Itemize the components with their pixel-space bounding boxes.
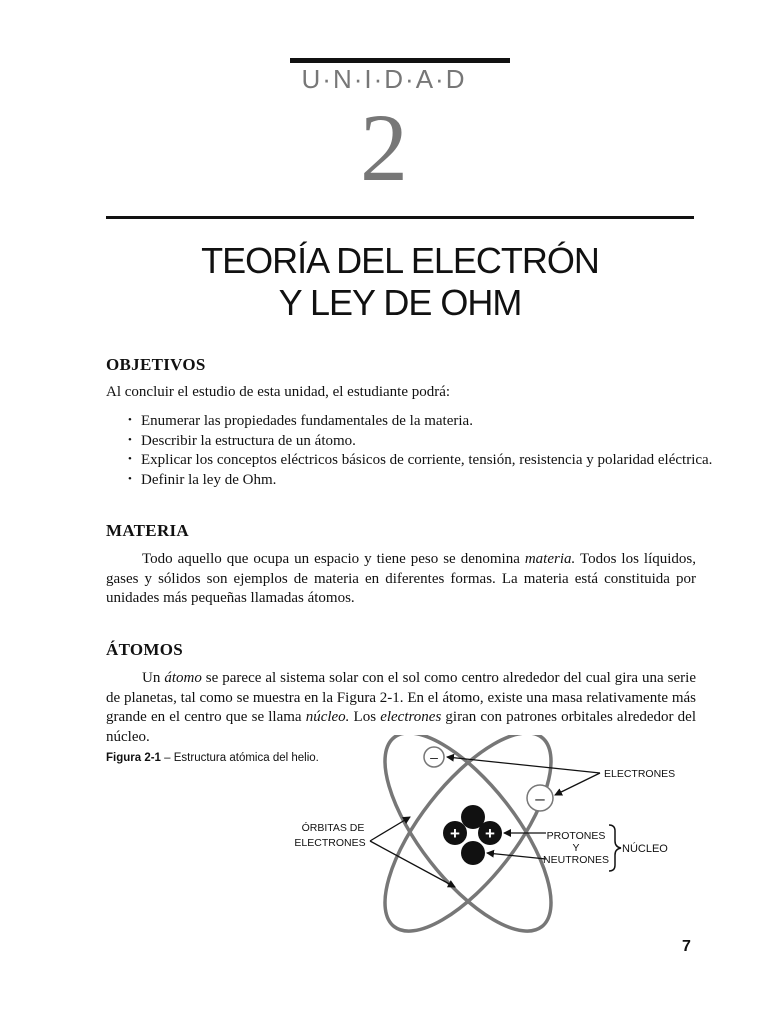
chapter-title-line-1: TEORÍA DEL ELECTRÓN (201, 240, 599, 281)
helium-atom-diagram (270, 735, 710, 935)
objetivos-list (128, 411, 712, 489)
orbit-arrow (370, 841, 455, 887)
materia-heading: MATERIA (106, 521, 190, 540)
chapter-title (0, 240, 768, 324)
list-item: • Definir la ley de Ohm. (128, 470, 712, 490)
orbit-arrow (370, 817, 410, 841)
unit-number: 2 (360, 94, 408, 201)
orbits-label-line-2: ELECTRONES (294, 837, 366, 849)
figure-caption: Figura 2-1 – Estructura atómica del helio. (106, 752, 319, 764)
chapter-title-line-2: Y LEY DE OHM (278, 282, 522, 323)
electron-minus-sign: – (535, 789, 545, 808)
page-number: 7 (682, 938, 691, 955)
protons-label: PROTONES (546, 830, 606, 842)
title-rule (106, 216, 694, 219)
neutron-icon (461, 841, 485, 865)
and-label: Y (572, 842, 580, 854)
objetivos-intro: Al concluir el estudio de esta unidad, el estudiante podrá: (106, 384, 451, 400)
list-item: • Describir la estructura de un átomo. (128, 431, 712, 451)
orbits-label-line-1: ÓRBITAS DE (301, 822, 365, 834)
materia-paragraph: Todo aquello que ocupa un espacio y tiene peso se denomina materia. Todos los líquidos, gases y sólidos son ejemplos de materia en diferentes formas. La materia está constituida por unidades más pequeñas llamadas átomos. (106, 551, 696, 606)
atomos-paragraph: Un átomo se parece al sistema solar con el sol como centro alrededor del cual gira una serie de planetas, tal como se muestra en la Figura 2-1. En el átomo, existe una masa relativamente más grande en el centro que se llama núcleo. Los electrones giran con patrones orbitales alrededor del núcleo. (106, 670, 697, 745)
neutrons-label: NEUTRONES (543, 854, 609, 866)
nucleus-label: NÚCLEO (622, 843, 668, 855)
list-item: • Explicar los conceptos eléctricos básicos de corriente, tensión, resistencia y polaridad eléctrica. (128, 450, 712, 470)
list-item: • Enumerar las propiedades fundamentales de la materia. (128, 411, 712, 431)
atomos-heading: ÁTOMOS (106, 640, 184, 659)
top-rule (290, 58, 510, 63)
electrons-label: ELECTRONES (604, 768, 676, 780)
proton-plus-sign: + (485, 824, 495, 843)
nucleus-brace (609, 825, 621, 871)
objetivos-heading: OBJETIVOS (106, 355, 206, 374)
electron-arrow (555, 773, 600, 795)
unit-label: U·N·I·D·A·D (301, 64, 467, 94)
proton-plus-sign: + (450, 824, 460, 843)
electron-minus-sign: – (430, 749, 438, 765)
